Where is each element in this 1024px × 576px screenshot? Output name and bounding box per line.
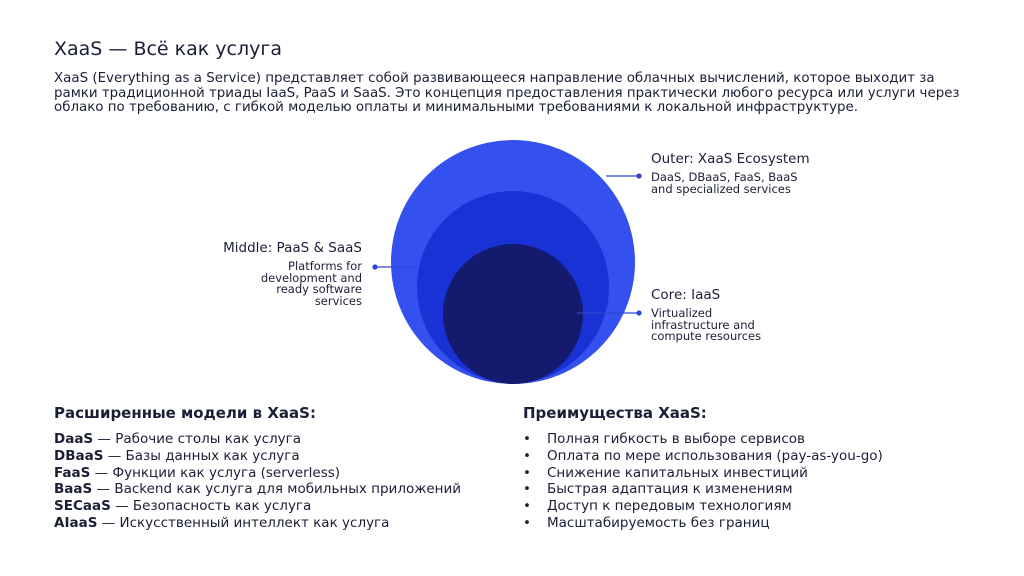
outer-desc-line: and specialized services	[651, 181, 791, 196]
outer-layer-title: Outer: XaaS Ecosystem	[651, 151, 810, 167]
list-item	[54, 465, 461, 482]
middle-desc-line: services	[314, 293, 362, 308]
core-layer-title: Core: IaaS	[651, 287, 721, 303]
benefit-text: Масштабируемость без границ	[547, 514, 770, 531]
model-name: DaaS	[54, 431, 94, 447]
list-item	[523, 465, 883, 482]
list-item	[54, 448, 461, 465]
core-desc-line: infrastructure and	[651, 317, 755, 332]
middle-desc-line: Platforms for	[288, 259, 362, 273]
model-name: FaaS	[54, 464, 91, 481]
list-item	[54, 498, 461, 515]
model-name: DBaaS	[54, 447, 104, 464]
list-item	[523, 515, 883, 532]
middle-layer-label	[223, 240, 362, 307]
middle-connector-dot	[372, 264, 377, 269]
model-name: AIaaS	[54, 514, 98, 531]
outer-layer-label	[651, 151, 810, 195]
core-desc-line: compute resources	[651, 329, 762, 343]
model-desc: — Backend как услуга для мобильных приложений	[92, 481, 462, 498]
middle-desc-line: ready software	[276, 282, 362, 296]
model-desc: — Функции как услуга (serverless)	[90, 464, 341, 481]
middle-layer-desc	[223, 261, 362, 307]
bullet-icon: •	[523, 498, 531, 515]
list-item	[523, 431, 883, 448]
bullet-icon: •	[523, 447, 531, 464]
core-desc-line: Virtualized	[651, 306, 713, 320]
list-item	[54, 431, 461, 448]
bullet-icon: •	[523, 431, 531, 447]
core-layer-desc	[651, 308, 761, 343]
model-name: BaaS	[54, 481, 93, 498]
bullet-icon: •	[523, 481, 531, 498]
core-layer-label	[651, 287, 761, 343]
bullet-icon: •	[523, 514, 531, 531]
core-circle	[443, 244, 583, 384]
extended-models-heading: Расширенные модели в XaaS:	[54, 404, 316, 422]
list-item	[523, 481, 883, 498]
intro-paragraph: XaaS (Everything as a Service) представляет собой развивающееся направление облачных вычислений, которое выходит за рамки традиционной триады IaaS, PaaS и SaaS. Это концепция предоставления практически любого ресурса или услуги через облако по требованию, с гибкой моделью оплаты и минимальными требованиями к локальной инфраструктуре.	[54, 71, 960, 115]
outer-connector-dot	[636, 173, 641, 178]
list-item	[523, 448, 883, 465]
benefit-text: Снижение капитальных инвестиций	[547, 464, 808, 481]
list-item	[54, 515, 461, 532]
page-title: XaaS — Всё как услуга	[54, 38, 282, 60]
outer-layer-desc	[651, 172, 810, 195]
middle-layer-title: Middle: PaaS & SaaS	[223, 240, 362, 256]
list-item	[523, 498, 883, 515]
bullet-icon: •	[523, 464, 531, 481]
benefit-text: Оплата по мере использования (pay-as-you-go)	[547, 447, 883, 464]
core-connector-dot	[636, 310, 641, 315]
benefits-heading: Преимущества XaaS:	[523, 404, 707, 422]
outer-desc-line: DaaS, DBaaS, FaaS, BaaS	[651, 170, 798, 184]
benefit-text: Доступ к передовым технологиям	[547, 498, 792, 515]
model-desc: — Искусственный интеллект как услуга	[97, 514, 390, 531]
model-desc: — Базы данных как услуга	[103, 447, 300, 464]
list-item	[54, 481, 461, 498]
benefit-text: Быстрая адаптация к изменениям	[547, 481, 793, 498]
benefits-section	[523, 404, 883, 532]
extended-models-section	[54, 404, 461, 532]
middle-desc-line: development and	[260, 270, 362, 285]
model-name: SECaaS	[54, 498, 111, 515]
model-desc: — Рабочие столы как услуга	[93, 431, 301, 447]
benefit-text: Полная гибкость в выборе сервисов	[547, 431, 805, 447]
model-desc: — Безопасность как услуга	[110, 498, 312, 515]
